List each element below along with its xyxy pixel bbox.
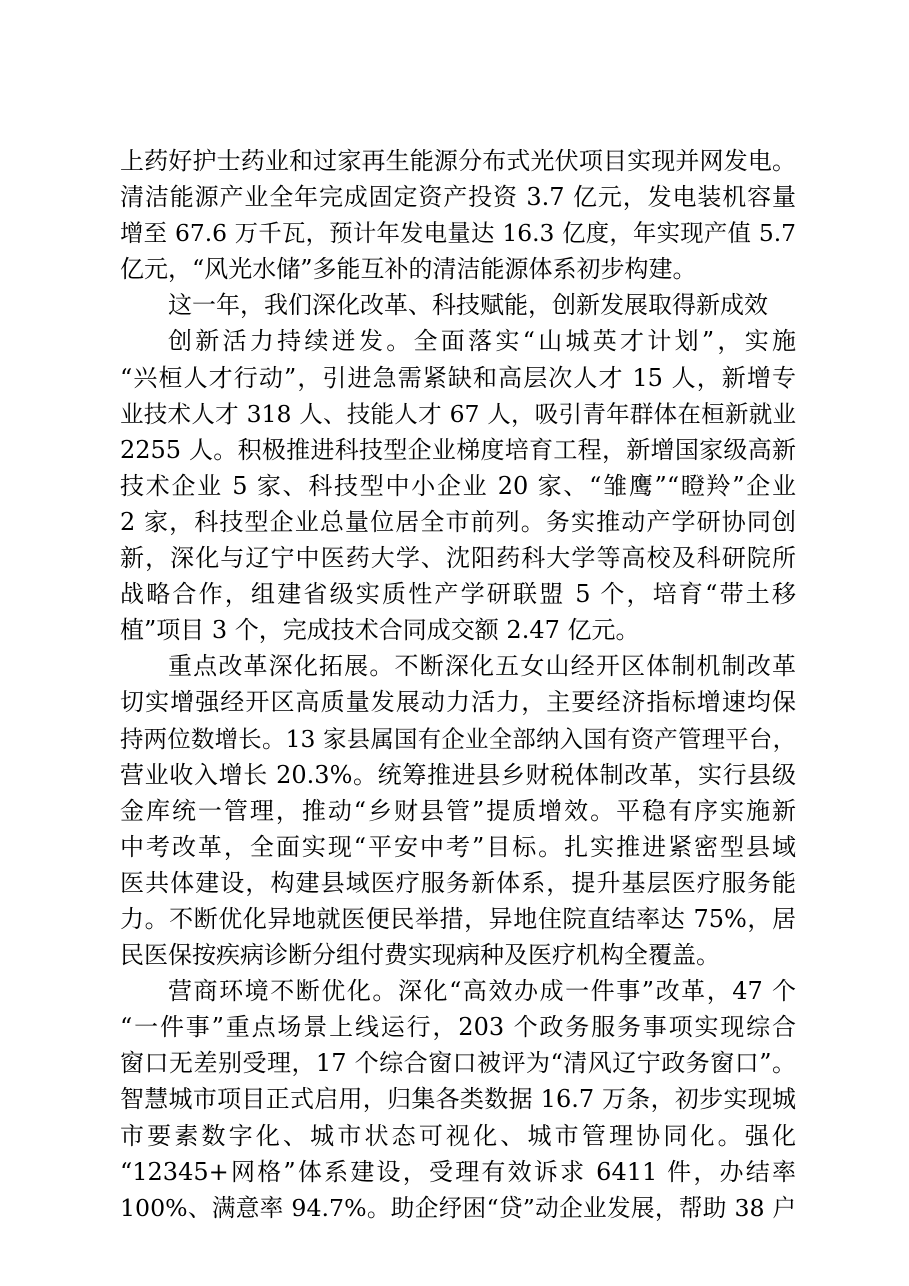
paragraph-line: 持两位数增长。13 家县属国有企业全部纳入国有资产管理平台， (120, 724, 796, 753)
paragraph-line: 100%、满意率 94.7%。助企纾困“贷”动企业发展，帮助 38 户 (120, 1193, 796, 1222)
paragraph-line: 新，深化与辽宁中医药大学、沈阳药科大学等高校及科研院所 (120, 544, 796, 573)
paragraph-line: 植”项目 3 个，完成技术合同成交额 2.47 亿元。 (120, 616, 640, 645)
paragraph-line: 亿元，“风光水储”多能互补的清洁能源体系初步构建。 (120, 255, 697, 284)
paragraph-first-line: 这一年，我们深化改革、科技赋能，创新发展取得新成效 (168, 291, 768, 320)
paragraph-line: “兴桓人才行动”，引进急需紧缺和高层次人才 15 人，新增专 (120, 363, 796, 392)
paragraph-line: 战略合作，组建省级实质性产学研联盟 5 个，培育“带土移 (120, 580, 796, 609)
paragraph-line: 营业收入增长 20.3%。统筹推进县乡财税体制改革，实行县级 (120, 760, 796, 789)
paragraph-line: 中考改革，全面实现“平安中考”目标。扎实推进紧密型县域 (120, 832, 796, 861)
paragraph-line: 增至 67.6 万千瓦，预计年发电量达 16.3 亿度，年实现产值 5.7 (120, 219, 796, 248)
paragraph-line: 业技术人才 318 人、技能人才 67 人，吸引青年群体在桓新就业 (120, 399, 796, 428)
paragraph-line: 切实增强经开区高质量发展动力活力，主要经济指标增速均保 (120, 688, 796, 717)
paragraph-first-line: 重点改革深化拓展。不断深化五女山经开区体制机制改革 (168, 652, 796, 681)
document-body-text (120, 143, 796, 1226)
paragraph-line: 市要素数字化、城市状态可视化、城市管理协同化。强化 (120, 1121, 796, 1150)
paragraph-line: “一件事”重点场景上线运行，203 个政务服务事项实现综合 (120, 1013, 796, 1042)
paragraph-first-line: 创新活力持续迸发。全面落实“山城英才计划”，实施 (168, 327, 796, 356)
paragraph-first-line: 营商环境不断优化。深化“高效办成一件事”改革，47 个 (168, 977, 796, 1006)
paragraph-line: 清洁能源产业全年完成固定资产投资 3.7 亿元，发电装机容量 (120, 183, 796, 212)
paragraph-line: 窗口无差别受理，17 个综合窗口被评为“清风辽宁政务窗口”。 (120, 1049, 796, 1078)
paragraph-line: 民医保按疾病诊断分组付费实现病种及医疗机构全覆盖。 (120, 941, 720, 970)
paragraph-line: 医共体建设，构建县域医疗服务新体系，提升基层医疗服务能 (120, 868, 796, 897)
paragraph-line: 金库统一管理，推动“乡财县管”提质增效。平稳有序实施新 (120, 796, 796, 825)
paragraph-line: 上药好护士药业和过家再生能源分布式光伏项目实现并网发电。 (120, 147, 796, 175)
paragraph-line: 力。不断优化异地就医便民举措，异地住院直结率达 75%，居 (120, 904, 796, 933)
paragraph-line: 2 家，科技型企业总量位居全市前列。务实推动产学研协同创 (120, 507, 796, 536)
paragraph-line: 智慧城市项目正式启用，归集各类数据 16.7 万条，初步实现城 (120, 1085, 796, 1114)
paragraph-line: “12345+网格”体系建设，受理有效诉求 6411 件，办结率 (120, 1157, 796, 1186)
paragraph-line: 技术企业 5 家、科技型中小企业 20 家、“雏鹰”“瞪羚”企业 (120, 471, 796, 500)
paragraph-line: 2255 人。积极推进科技型企业梯度培育工程，新增国家级高新 (120, 435, 796, 464)
